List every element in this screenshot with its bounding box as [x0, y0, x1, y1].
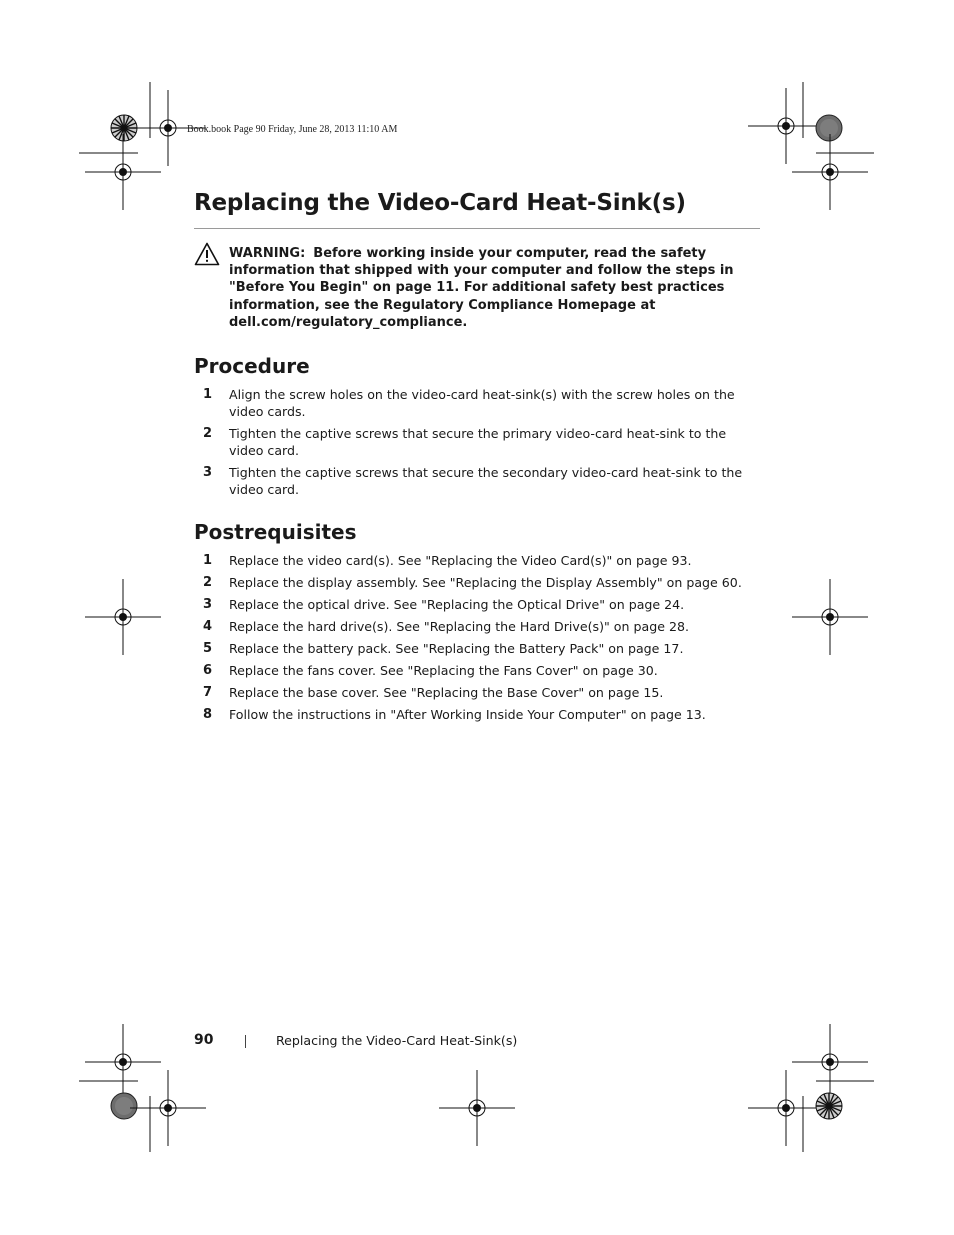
- step-text: Align the screw holes on the video-card heat-sink(s) with the screw holes on the video cards.: [229, 387, 735, 419]
- warning-label: WARNING:: [229, 246, 306, 261]
- procedure-heading: Procedure: [194, 354, 310, 378]
- list-item: [194, 552, 764, 569]
- procedure-list: [194, 386, 764, 498]
- postrequisites-heading: Postrequisites: [194, 520, 357, 544]
- list-item: [194, 684, 764, 701]
- warning-notice: [229, 245, 769, 331]
- step-text: Replace the fans cover. See "Replacing the Fans Cover" on page 30.: [229, 663, 658, 678]
- step-text: Follow the instructions in "After Working Inside Your Computer" on page 13.: [229, 707, 706, 722]
- step-text: Replace the display assembly. See "Replacing the Display Assembly" on page 60.: [229, 575, 742, 590]
- list-item: [194, 574, 764, 591]
- step-text: Replace the optical drive. See "Replacing the Optical Drive" on page 24.: [229, 597, 685, 612]
- step-text: Tighten the captive screws that secure the primary video-card heat-sink to the video card.: [229, 426, 727, 458]
- step-number: 6: [203, 663, 213, 678]
- page-title: Replacing the Video-Card Heat-Sink(s): [194, 190, 686, 216]
- postrequisites-list: [194, 552, 764, 723]
- list-item: [194, 596, 764, 613]
- list-item: [194, 464, 764, 498]
- step-text: Replace the battery pack. See "Replacing the Battery Pack" on page 17.: [229, 641, 684, 656]
- step-number: 1: [203, 553, 213, 568]
- list-item: [194, 662, 764, 679]
- warning-triangle-icon: [194, 242, 220, 266]
- step-text: Tighten the captive screws that secure the secondary video-card heat-sink to the video card.: [229, 465, 743, 497]
- step-number: 5: [203, 641, 213, 656]
- list-item: [194, 640, 764, 657]
- step-text: Replace the video card(s). See "Replacing the Video Card(s)" on page 93.: [229, 553, 692, 568]
- step-number: 3: [203, 465, 213, 480]
- print-header: Book.book Page 90 Friday, June 28, 2013 11:10 AM: [187, 124, 398, 135]
- step-number: 4: [203, 619, 213, 634]
- step-number: 3: [203, 597, 213, 612]
- footer-separator: [245, 1035, 246, 1048]
- step-number: 8: [203, 707, 213, 722]
- warning-text: Before working inside your computer, read the safety information that shipped with your computer and follow the steps in "Before You Begin" on page 11. For additional safety best practices information, see the Regulatory Compliance Homepage at dell.com/regulatory_compliance.: [229, 246, 734, 330]
- list-item: [194, 425, 764, 459]
- step-number: 1: [203, 387, 213, 402]
- title-divider: [194, 228, 760, 229]
- footer-chapter-title: Replacing the Video-Card Heat-Sink(s): [276, 1033, 518, 1048]
- step-text: Replace the hard drive(s). See "Replacing the Hard Drive(s)" on page 28.: [229, 619, 689, 634]
- page-number: 90: [194, 1032, 214, 1048]
- list-item: [194, 386, 764, 420]
- step-text: Replace the base cover. See "Replacing the Base Cover" on page 15.: [229, 685, 664, 700]
- list-item: [194, 618, 764, 635]
- step-number: 7: [203, 685, 213, 700]
- list-item: [194, 706, 764, 723]
- step-number: 2: [203, 575, 213, 590]
- step-number: 2: [203, 426, 213, 441]
